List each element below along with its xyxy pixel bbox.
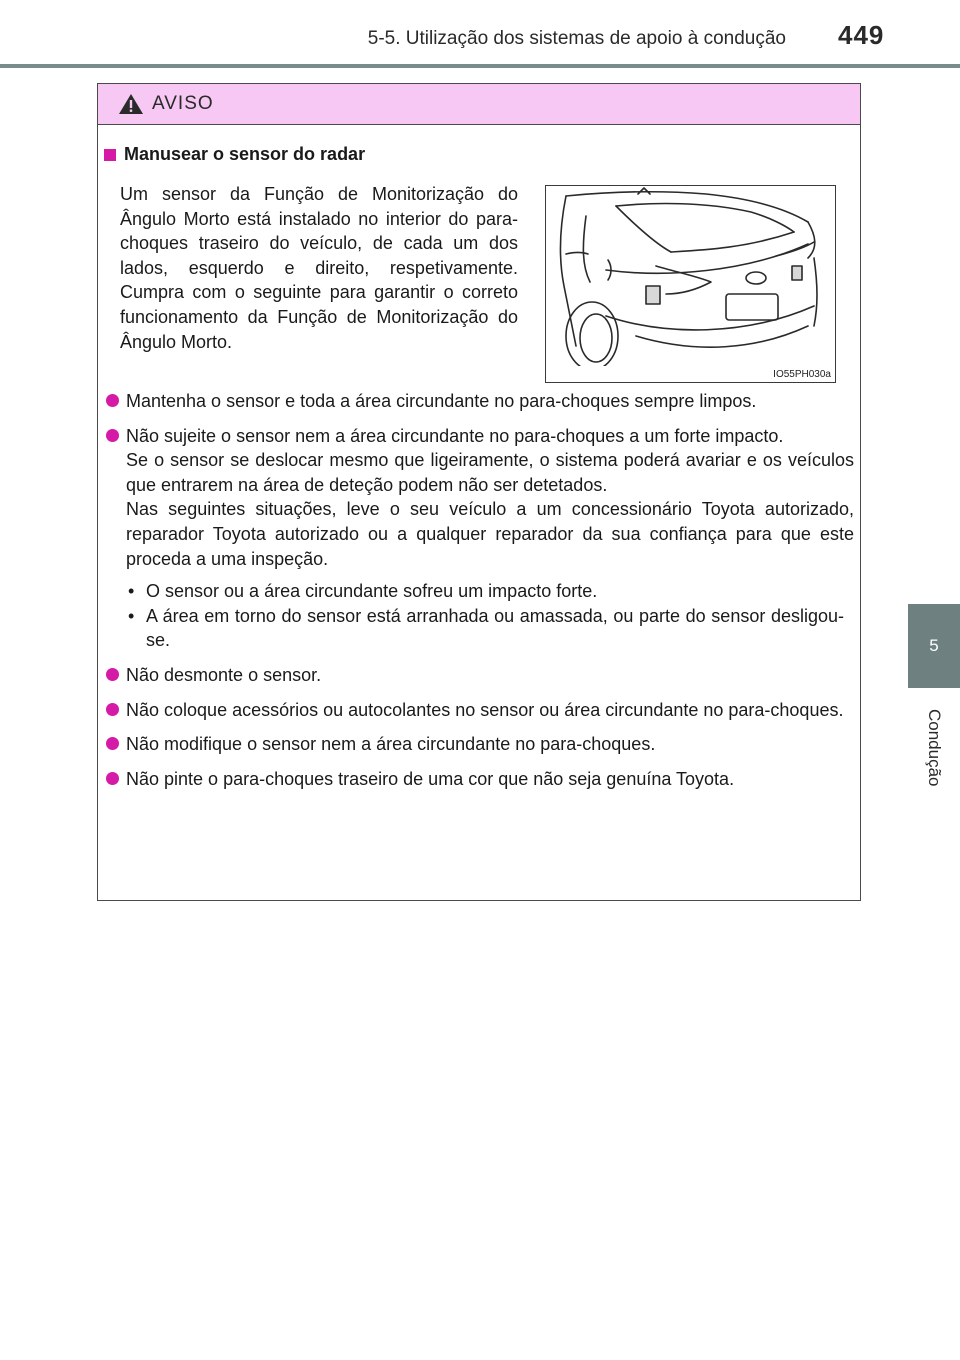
rear-bumper-figure	[545, 185, 836, 383]
sub-bullet-icon: •	[128, 581, 135, 602]
bullet-dot-icon	[106, 668, 119, 681]
bullet-text: Mantenha o sensor e toda a área circundante no para-choques sempre limpos.	[126, 391, 757, 411]
chapter-label-text: Condução	[925, 709, 944, 787]
bullet-text-detail: Nas seguintes situações, leve o seu veículo a um concessionário Toyota autorizado, reparador Toyota autorizado ou a qualquer reparador da sua confiança para que este proceda a uma inspeção.	[126, 499, 854, 569]
header-title: 5-5. Utilização dos sistemas de apoio à condução	[367, 28, 786, 49]
car-rear-illustration	[546, 186, 835, 366]
section-title-text: Manusear o sensor do radar	[124, 144, 366, 164]
chapter-label	[908, 688, 960, 808]
warning-triangle-icon	[118, 93, 144, 115]
square-bullet-icon	[104, 149, 116, 161]
warning-box	[97, 83, 861, 901]
bullet-text: Não modifique o sensor nem a área circundante no para-choques.	[126, 734, 656, 755]
bullet-dot-icon	[106, 394, 119, 407]
bullet-dot-icon	[106, 429, 119, 442]
sub-list-item	[126, 579, 854, 604]
chapter-tab[interactable]	[908, 604, 960, 688]
list-item	[104, 698, 854, 723]
list-item	[104, 424, 854, 653]
bullet-dot-icon	[106, 703, 119, 716]
list-item	[104, 767, 854, 792]
sub-list-item	[126, 604, 854, 653]
page-number: 449	[838, 20, 885, 50]
list-item	[104, 389, 854, 414]
sub-bullet-icon: •	[128, 605, 135, 626]
sub-item-text: A área em torno do sensor está arranhada ou amassada, ou parte do sensor desligou-se.	[146, 605, 844, 651]
chapter-number: 5	[929, 636, 939, 655]
header-rule	[0, 64, 960, 68]
bullet-text: Não pinte o para-choques traseiro de uma cor que não seja genuína Toyota.	[126, 768, 735, 789]
bullet-text: Não sujeite o sensor nem a área circundante no para-choques a um forte impacto.	[126, 425, 784, 446]
bullet-text: Não coloque acessórios ou autocolantes no sensor ou área circundante no para-choques.	[126, 699, 844, 720]
warning-header	[98, 84, 860, 125]
warning-bullet-list	[104, 389, 854, 801]
bullet-text-detail: Se o sensor se deslocar mesmo que ligeiramente, o sistema poderá avariar e os veículos que entrarem na área de deteção podem não ser detetados.	[126, 450, 854, 495]
section-title	[104, 144, 365, 165]
intro-paragraph: Um sensor da Função de Monitorização do Ângulo Morto está instalado no interior do para-choques traseiro do veículo, de cada um dos lados, esquerdo e direito, respetivamente. Cumpra com o seguinte para garantir o correto funcionamento da Função de Monitorização do Ângulo Morto.	[120, 184, 518, 352]
bullet-dot-icon	[106, 737, 119, 750]
bullet-text: Não desmonte o sensor.	[126, 664, 322, 685]
sub-item-text: O sensor ou a área circundante sofreu um impacto forte.	[146, 581, 598, 602]
sub-list	[126, 579, 854, 653]
figure-code: IO55PH030a	[773, 369, 831, 380]
list-item	[104, 663, 854, 688]
list-item	[104, 732, 854, 757]
warning-label: AVISO	[152, 93, 214, 114]
bullet-dot-icon	[106, 772, 119, 785]
